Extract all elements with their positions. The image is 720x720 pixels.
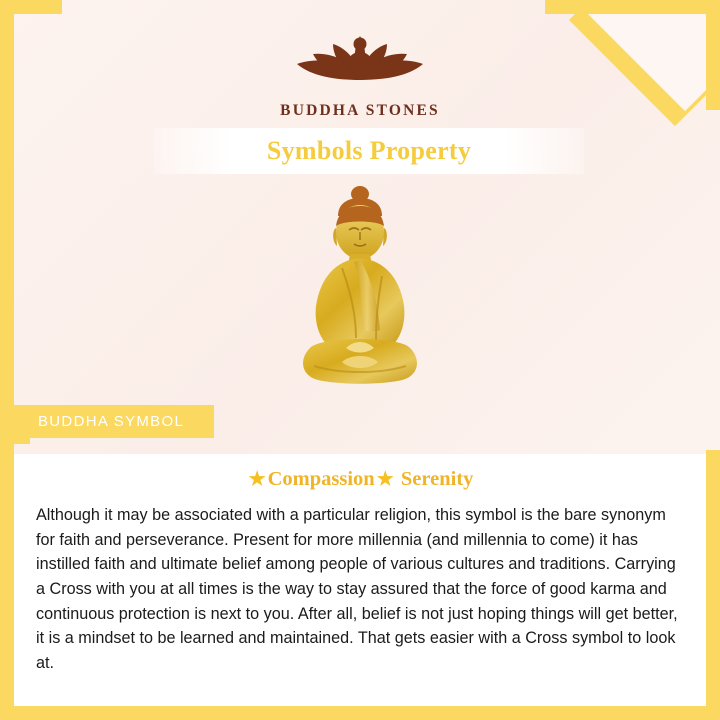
keywords-heading (14, 468, 706, 491)
page-title: Symbols Property (266, 136, 472, 165)
description-text: Although it may be associated with a particular religion, this symbol is the bare synonym for faith and perseverance. Present for more millennia (and millennia to come) it has instilled faith and ultimate belief among people of various cultures and traditions. Carrying a Cross with you at all times is the way to stay assured that the force of good karma and continuous protection is next to you. After all, belief is not just hoping things will get better, it is a mindset to be learned and maintained. That gets easier with a Cross symbol to look at. (36, 506, 678, 672)
buddha-figure (14, 180, 706, 410)
brand-name: BUDDHA STONES (280, 102, 440, 119)
description-panel (14, 454, 706, 706)
brand-header (14, 18, 706, 120)
seated-buddha-statue-icon (250, 180, 470, 395)
decor-bar-bottom-left (0, 450, 14, 720)
keyword-serenity: Serenity (400, 468, 474, 490)
keyword-compassion: Compassion (267, 468, 375, 490)
status-badge (14, 405, 214, 438)
decor-bar-right-top (706, 0, 720, 110)
title-band (154, 128, 584, 174)
content-column (14, 0, 706, 720)
star-icon-right: ★ (376, 469, 394, 490)
decor-bar-bottom-right (706, 450, 720, 720)
decor-bar-left (0, 0, 14, 470)
star-icon-left: ★ (248, 469, 266, 490)
lotus-meditation-icon (275, 18, 445, 98)
badge-label: BUDDHA SYMBOL (38, 413, 185, 430)
